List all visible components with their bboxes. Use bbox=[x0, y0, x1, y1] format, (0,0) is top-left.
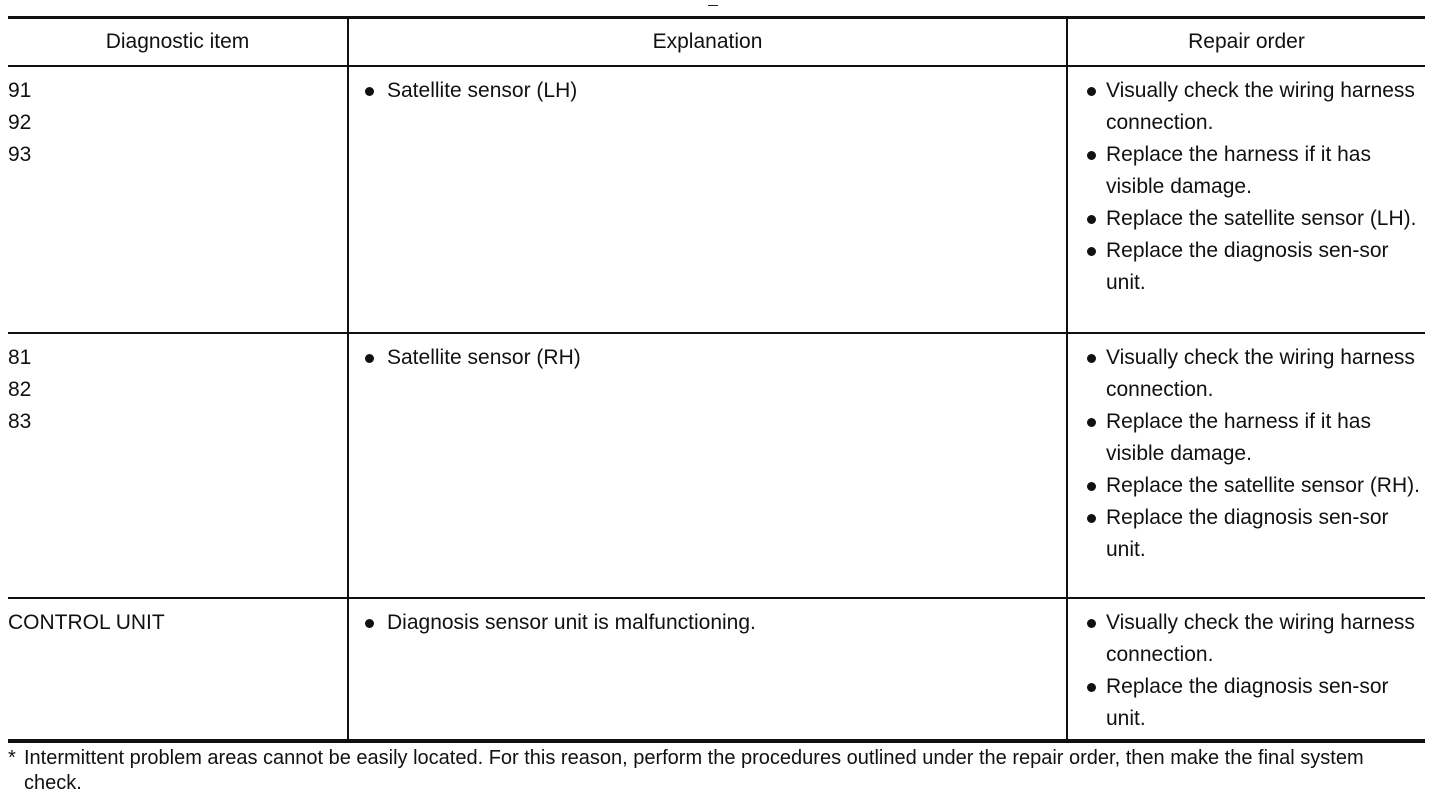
repair-step: Replace the harness if it has visible damage. bbox=[1068, 139, 1425, 203]
table-row bbox=[8, 66, 1425, 333]
explanation-cell bbox=[348, 598, 1067, 741]
table-row bbox=[8, 333, 1425, 598]
diagnostic-code: 93 bbox=[8, 142, 32, 166]
header-diagnostic-item: Diagnostic item bbox=[8, 18, 348, 66]
explanation-cell bbox=[348, 333, 1067, 598]
diagnostic-code: 92 bbox=[8, 110, 32, 134]
diagnostic-item-cell bbox=[8, 598, 348, 741]
explanation-cell bbox=[348, 66, 1067, 333]
diagnostic-code: 82 bbox=[8, 377, 32, 401]
diagnostic-item-cell bbox=[8, 66, 348, 333]
table-row bbox=[8, 598, 1425, 741]
table-header-row bbox=[8, 18, 1425, 66]
explanation-item: Satellite sensor (LH) bbox=[349, 75, 1066, 107]
header-repair-order: Repair order bbox=[1067, 18, 1425, 66]
explanation-item: Satellite sensor (RH) bbox=[349, 342, 1066, 374]
page-tick-mark bbox=[708, 5, 718, 6]
repair-step: Replace the diagnosis sen-sor unit. bbox=[1068, 671, 1425, 735]
repair-order-cell bbox=[1067, 66, 1425, 333]
repair-step: Replace the satellite sensor (RH). bbox=[1068, 470, 1425, 502]
repair-step: Visually check the wiring harness connection. bbox=[1068, 342, 1425, 406]
diagnostic-item-cell bbox=[8, 333, 348, 598]
diagnostic-table bbox=[8, 16, 1425, 743]
repair-step: Replace the harness if it has visible damage. bbox=[1068, 406, 1425, 470]
repair-order-cell bbox=[1067, 333, 1425, 598]
footnote bbox=[8, 746, 1418, 796]
footnote-text: Intermittent problem areas cannot be easily located. For this reason, perform the procedures outlined under the repair order, then make the final system check. bbox=[24, 747, 1364, 794]
repair-step: Visually check the wiring harness connection. bbox=[1068, 607, 1425, 671]
footnote-asterisk: * bbox=[8, 747, 16, 769]
repair-step: Replace the satellite sensor (LH). bbox=[1068, 203, 1425, 235]
diagnostic-code: 91 bbox=[8, 78, 32, 102]
explanation-item: Diagnosis sensor unit is malfunctioning. bbox=[349, 607, 1066, 639]
diagnostic-code: 81 bbox=[8, 345, 32, 369]
repair-step: Replace the diagnosis sen-sor unit. bbox=[1068, 502, 1425, 566]
diagnostic-code: CONTROL UNIT bbox=[8, 610, 165, 634]
diagnostic-code: 83 bbox=[8, 409, 32, 433]
header-explanation: Explanation bbox=[348, 18, 1067, 66]
repair-order-cell bbox=[1067, 598, 1425, 741]
repair-step: Visually check the wiring harness connection. bbox=[1068, 75, 1425, 139]
repair-step: Replace the diagnosis sen-sor unit. bbox=[1068, 235, 1425, 299]
